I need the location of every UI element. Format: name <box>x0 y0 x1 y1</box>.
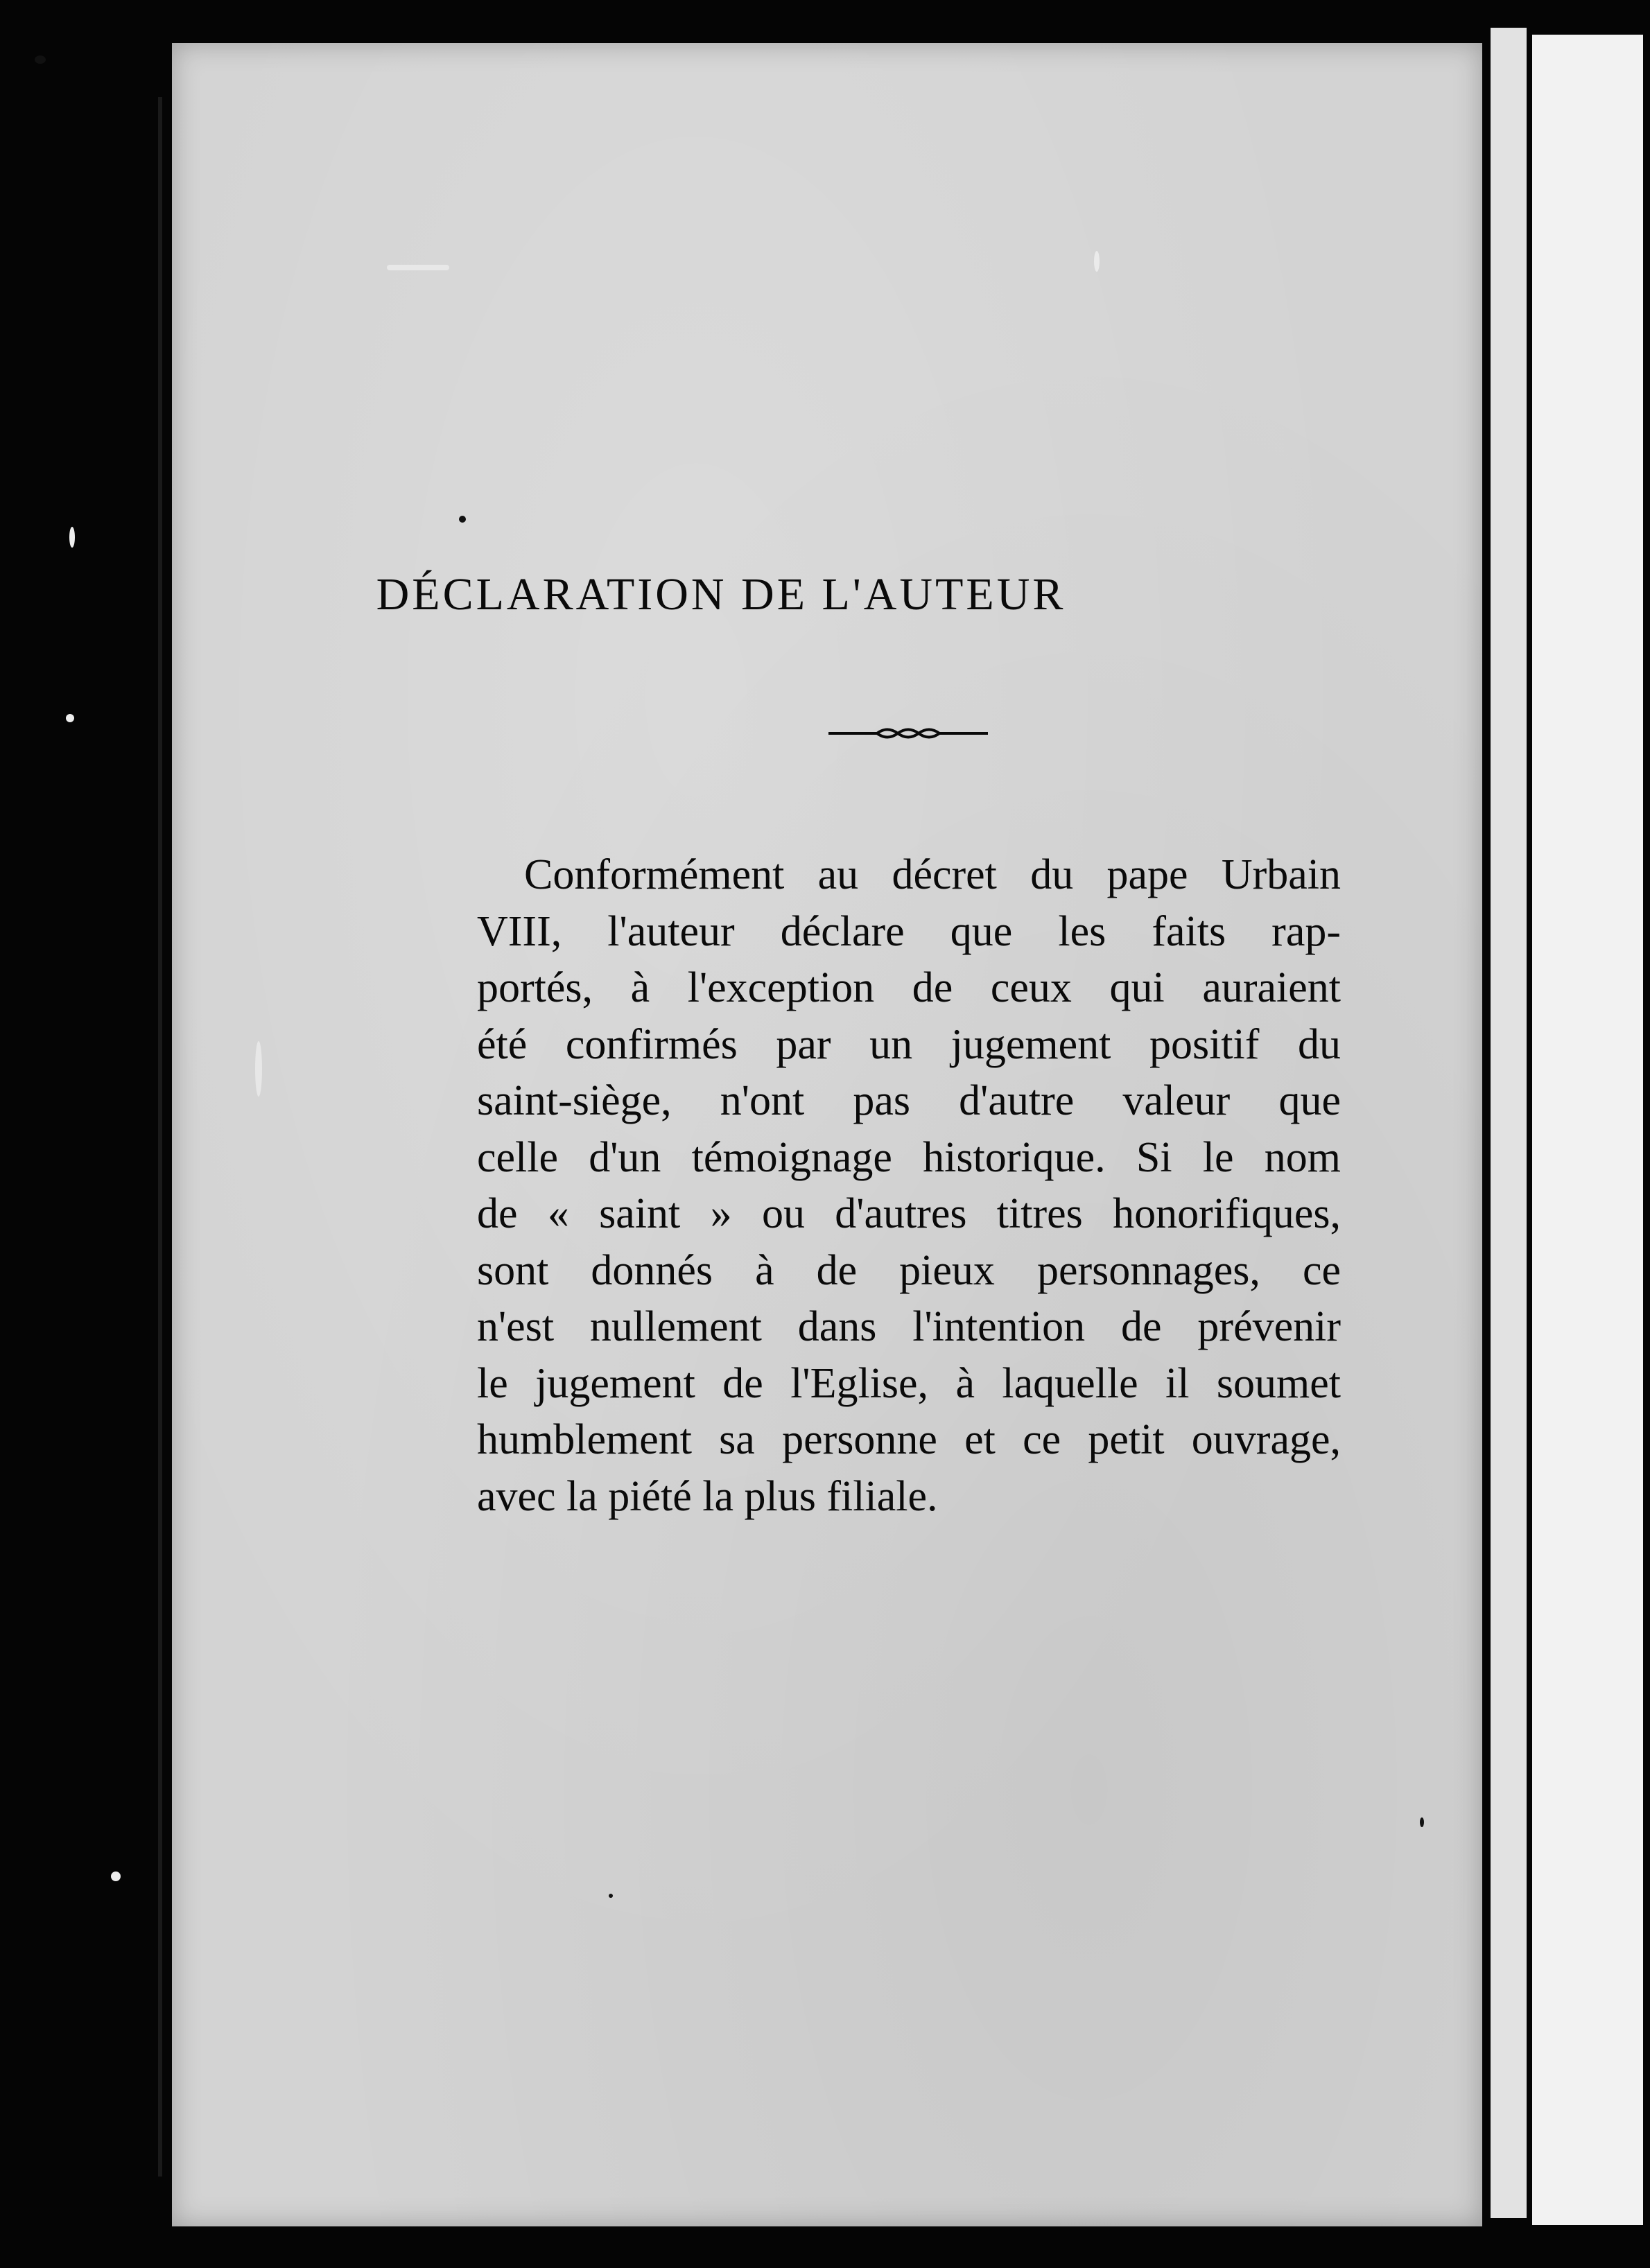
paragraph-line: le jugement de l'Eglise, à laquelle il soumet <box>477 1359 1341 1407</box>
ink-speck <box>35 55 46 64</box>
separator-ornament <box>828 723 988 744</box>
left-page-edge <box>158 97 162 2177</box>
binding-strip <box>1491 28 1527 2218</box>
paragraph-line: Conformément au décret du pape Urbain <box>524 851 1341 898</box>
paper-speck <box>1094 251 1100 272</box>
paragraph-line: humblement sa personne et ce petit ouvrage, <box>477 1416 1341 1463</box>
ink-speck <box>459 516 466 523</box>
ink-speck <box>111 1872 121 1881</box>
paper-speck <box>387 265 449 270</box>
page-title: DÉCLARATION DE L'AUTEUR <box>376 569 1066 620</box>
declaration-paragraph <box>477 847 1341 1525</box>
paper-speck <box>255 1041 262 1097</box>
paragraph-line: de « saint » ou d'autres titres honorifiques, <box>477 1190 1341 1237</box>
paragraph-line: n'est nullement dans l'intention de prévenir <box>477 1303 1341 1350</box>
paragraph-line: avec la piété la plus filiale. <box>477 1472 938 1520</box>
paragraph-line: sont donnés à de pieux personnages, ce <box>477 1246 1341 1294</box>
right-page-edge <box>1532 35 1643 2225</box>
paragraph-line: celle d'un témoignage historique. Si le nom <box>477 1133 1341 1181</box>
paragraph-line: été confirmés par un jugement positif du <box>477 1020 1341 1068</box>
ink-speck <box>69 527 75 548</box>
paragraph-line: VIII, l'auteur déclare que les faits rap- <box>477 907 1341 955</box>
paragraph-line: portés, à l'exception de ceux qui auraient <box>477 964 1341 1011</box>
ink-speck <box>609 1894 613 1898</box>
ink-speck <box>1420 1817 1424 1827</box>
ink-speck <box>66 714 74 722</box>
paragraph-line: saint-siège, n'ont pas d'autre valeur que <box>477 1077 1341 1124</box>
